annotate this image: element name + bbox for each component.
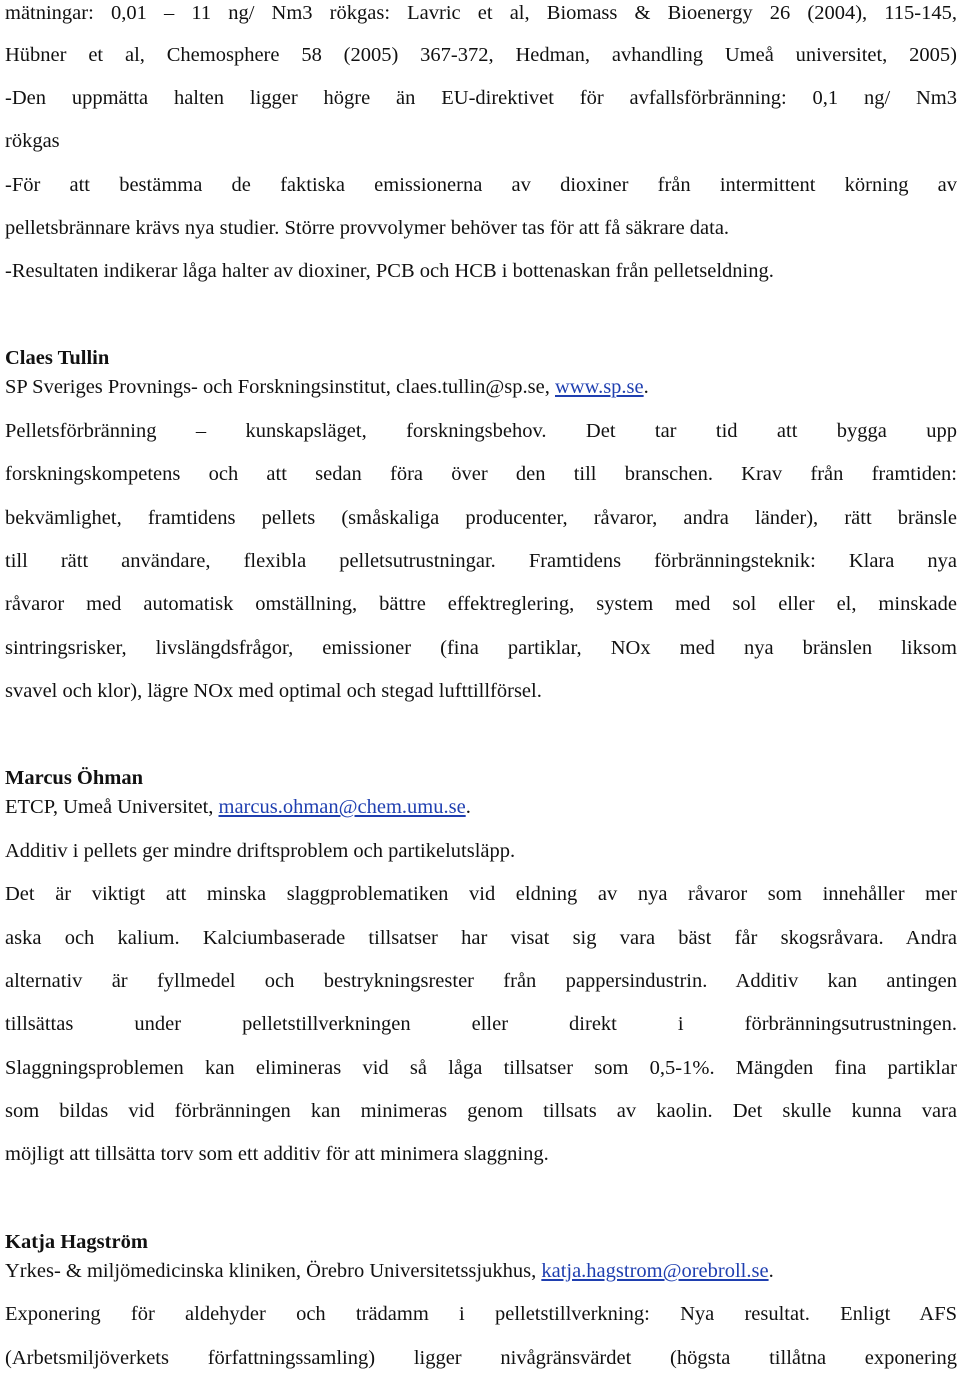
paragraph-line: sintringsrisker, livslängdsfrågor, emissioner (fina partiklar, NOx med nya bränslen liksom [5,637,957,659]
paragraph-line: Exponering för aldehyder och trädamm i pelletstillverkning: Nya resultat. Enligt AFS [5,1303,957,1325]
paragraph-line: mätningar: 0,01 – 11 ng/ Nm3 rökgas: Lavric et al, Biomass & Bioenergy 26 (2004), 115-145, [5,2,957,24]
paragraph-line: (Arbetsmiljöverkets författningssamling) ligger nivågränsvärdet (högsta tillåtna exponering [5,1347,957,1369]
paragraph-line: Slaggningsproblemen kan elimineras vid så låga tillsatser som 0,5-1%. Mängden fina partiklar [5,1057,957,1079]
paragraph-line: rökgas [5,130,60,152]
paragraph-line: pelletsbrännare krävs nya studier. Större provvolymer behöver tas för att få säkrare data. [5,217,730,239]
paragraph-line: -Den uppmätta halten ligger högre än EU-direktivet för avfallsförbränning: 0,1 ng/ Nm3 [5,87,957,109]
paragraph-line: -Resultaten indikerar låga halter av dioxiner, PCB och HCB i bottenaskan från pelletseldning. [5,260,774,282]
affiliation-text: SP Sveriges Provnings- och Forskningsinstitut, claes.tullin@sp.se, [5,376,555,398]
paragraph-line: forskningskompetens och att sedan föra över den till branschen. Krav från framtiden: [5,463,957,485]
paragraph-line: som bildas vid förbränningen kan minimeras genom tillsats av kaolin. Det skulle kunna vara [5,1100,957,1122]
paragraph-title: Additiv i pellets ger mindre driftsproblem och partikelutsläpp. [5,840,516,862]
affiliation-text: ETCP, Umeå Universitet, [5,796,219,818]
email-link[interactable]: katja.hagstrom@orebroll.se [541,1260,769,1282]
affiliation-end: . [643,376,649,398]
affiliation-end: . [768,1260,774,1282]
affiliation-text: Yrkes- & miljömedicinska kliniken, Örebro Universitetssjukhus, [5,1260,542,1282]
author-name: Marcus Öhman [5,767,144,789]
paragraph-line: tillsättas under pelletstillverkningen eller direkt i förbränningsutrustningen. [5,1013,957,1035]
author-affiliation [5,1258,957,1284]
affiliation-end: . [465,796,471,818]
author-affiliation [5,794,957,820]
paragraph-line: svavel och klor), lägre NOx med optimal och stegad lufttillförsel. [5,680,542,702]
paragraph-line: möjligt att tillsätta torv som ett additiv för att minimera slaggning. [5,1143,549,1165]
paragraph-line: alternativ är fyllmedel och bestrykningsrester från pappersindustrin. Additiv kan antingen [5,970,957,992]
paragraph-line: -För att bestämma de faktiska emissionerna av dioxiner från intermittent körning av [5,174,957,196]
paragraph-line: Det är viktigt att minska slaggproblematiken vid eldning av nya råvaror som innehåller mer [5,883,957,905]
paragraph-line: aska och kalium. Kalciumbaserade tillsatser har visat sig vara bäst får skogsråvara. Andra [5,927,957,949]
author-affiliation [5,374,957,400]
email-link[interactable]: marcus.ohman@chem.umu.se [218,796,466,818]
paragraph-line: Pelletsförbränning – kunskapsläget, forskningsbehov. Det tar tid att bygga upp [5,420,957,442]
author-name: Claes Tullin [5,347,110,369]
author-name: Katja Hagström [5,1231,148,1253]
website-link[interactable]: www.sp.se [555,376,644,398]
paragraph-line: till rätt användare, flexibla pelletsutrustningar. Framtidens förbränningsteknik: Klara nya [5,550,957,572]
paragraph-line: råvaror med automatisk omställning, bättre effektreglering, system med sol eller el, minskade [5,593,957,615]
paragraph-line: bekvämlighet, framtidens pellets (småskaliga producenter, råvaror, andra länder), rätt bränsle [5,507,957,529]
paragraph-line: Hübner et al, Chemosphere 58 (2005) 367-372, Hedman, avhandling Umeå universitet, 2005) [5,44,957,66]
